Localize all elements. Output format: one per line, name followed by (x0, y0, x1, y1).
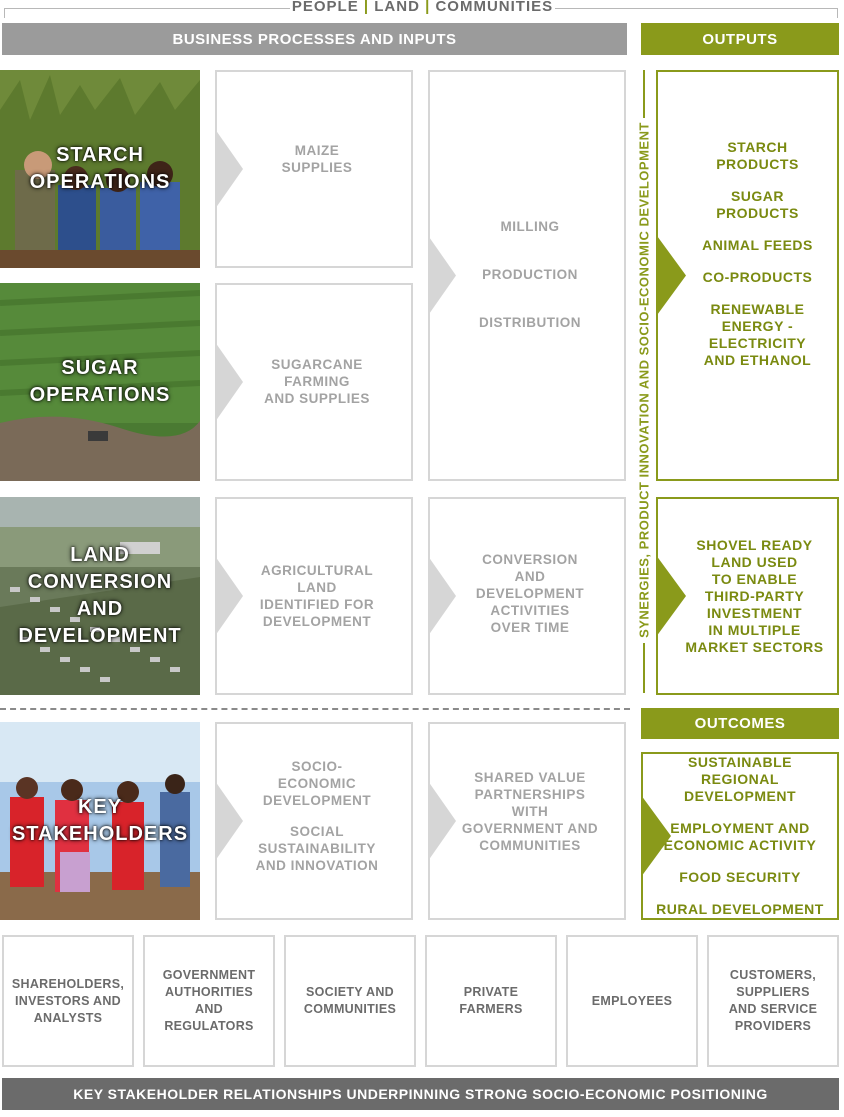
socio-line-3: SOCIAL (289, 824, 344, 839)
land-line-4: DEVELOPMENT (18, 625, 182, 647)
top-rule-right-tick (837, 8, 838, 18)
band-business-processes-label: BUSINESS PROCESSES AND INPUTS (172, 30, 457, 48)
sugar-line-2: OPERATIONS (29, 384, 171, 406)
conversion-line-2: AND (514, 568, 546, 584)
stakeholder-6-line-4: PROVIDERS (734, 1019, 812, 1033)
outcome-employment-1: EMPLOYMENT AND (670, 820, 810, 836)
land-line-1: LAND (70, 544, 130, 566)
socio-line-2: DEVELOPMENT (262, 793, 372, 808)
process-distribution: DISTRIBUTION (479, 314, 581, 330)
stakeholder-private-farmers (425, 935, 557, 1067)
stakeholders-line-1: KEY (77, 796, 123, 818)
photo-starch-operations (0, 70, 200, 268)
chevron-right-icon (215, 342, 243, 422)
photo-key-stakeholders (0, 722, 200, 920)
shared-line-1: SHARED VALUE (474, 769, 586, 785)
output-sugar-1: SUGAR (730, 187, 785, 204)
socio-line-5: AND INNOVATION (255, 858, 379, 873)
stakeholder-employees (566, 935, 698, 1067)
sugarcane-line-3: AND SUPPLIES (264, 391, 370, 406)
maize-line-1: MAIZE (294, 143, 340, 158)
stakeholders-line-2: STAKEHOLDERS (11, 823, 189, 845)
agri-line-3: IDENTIFIED FOR (259, 597, 375, 612)
synergies-label (634, 120, 654, 640)
shared-line-2: PARTNERSHIPS (474, 786, 586, 802)
title-separator: | (425, 0, 431, 15)
process-shared-value (428, 722, 626, 920)
conversion-line-3: DEVELOPMENT (475, 585, 585, 601)
outcome-employment-2: ECONOMIC ACTIVITY (663, 837, 817, 853)
footer-label: KEY STAKEHOLDER RELATIONSHIPS UNDERPINNING STRONG SOCIO-ECONOMIC POSITIONING (73, 1086, 768, 1102)
stakeholder-government (143, 935, 275, 1067)
shared-line-4: GOVERNMENT AND (461, 820, 599, 836)
input-agricultural-land (215, 497, 413, 695)
land-conversion-label (18, 542, 181, 650)
process-conversion-development (428, 497, 626, 695)
shared-line-5: COMMUNITIES (479, 837, 581, 853)
band-outcomes-label: OUTCOMES (694, 715, 786, 732)
stakeholder-3-line-2: COMMUNITIES (303, 1002, 397, 1016)
shovel-line-4: THIRD-PARTY (704, 587, 805, 604)
title-separator: | (363, 0, 370, 15)
stakeholder-6-line-2: SUPPLIERS (736, 985, 810, 999)
key-stakeholders-label (12, 794, 188, 848)
output-co-products: CO-PRODUCTS (702, 268, 813, 285)
section-divider (0, 708, 630, 710)
land-line-3: AND (76, 598, 124, 620)
photo-land-conversion (0, 497, 200, 695)
land-line-2: CONVERSION (27, 571, 173, 593)
output-renew-2: ENERGY - (721, 317, 794, 334)
band-outputs (641, 23, 839, 55)
input-socio-economic (215, 722, 413, 920)
outcome-regional-2: DEVELOPMENT (683, 788, 797, 804)
shovel-line-7: MARKET SECTORS (685, 638, 824, 655)
shovel-line-6: IN MULTIPLE (708, 621, 801, 638)
stakeholder-5-line-1: EMPLOYEES (591, 993, 673, 1008)
agri-line-1: AGRICULTURAL (260, 563, 374, 578)
output-renew-4: AND ETHANOL (703, 351, 812, 368)
band-business-processes (2, 23, 627, 55)
process-milling: MILLING (500, 218, 560, 234)
starch-operations-label (30, 142, 171, 196)
chevron-right-icon (215, 129, 243, 209)
stakeholder-3-line-1: SOCIETY AND (305, 985, 395, 999)
outcome-regional-1: SUSTAINABLE REGIONAL (687, 754, 793, 787)
stakeholder-1-line-1: SHAREHOLDERS, (11, 976, 125, 991)
conversion-line-4: ACTIVITIES (490, 602, 570, 618)
title-people: PEOPLE (291, 0, 359, 15)
shovel-line-3: TO ENABLE (711, 570, 798, 587)
top-rule-right (555, 8, 838, 9)
sugar-line-1: SUGAR (61, 357, 139, 379)
stakeholder-6-line-3: AND SERVICE (728, 1002, 818, 1016)
band-footer (2, 1078, 839, 1110)
output-starch-2: PRODUCTS (716, 155, 799, 172)
top-rule-left-tick (4, 8, 5, 18)
outcomes-box (641, 752, 839, 920)
stakeholder-1-line-2: INVESTORS AND (15, 993, 121, 1008)
shovel-line-2: LAND USED (711, 553, 798, 570)
output-sugar-2: PRODUCTS (716, 204, 799, 221)
shared-line-3: WITH (511, 803, 549, 819)
sugarcane-line-1: SUGARCANE (271, 357, 363, 372)
stakeholder-2-line-1: GOVERNMENT (162, 968, 256, 982)
conversion-line-1: CONVERSION (482, 551, 578, 567)
outcome-rural-development: RURAL DEVELOPMENT (656, 901, 824, 917)
stakeholder-customers (707, 935, 839, 1067)
agri-line-4: DEVELOPMENT (262, 614, 372, 629)
top-rule-left (4, 8, 290, 9)
shovel-line-5: INVESTMENT (706, 604, 803, 621)
photo-sugar-operations (0, 283, 200, 481)
stakeholder-4-line-1: PRIVATE (463, 985, 519, 999)
stakeholder-society (284, 935, 416, 1067)
sugar-operations-label (30, 355, 171, 409)
agri-line-2: LAND (297, 580, 337, 595)
starch-line-1: STARCH (56, 144, 144, 166)
stakeholder-4-line-2: FARMERS (459, 1002, 523, 1016)
outcome-food-security: FOOD SECURITY (679, 869, 801, 885)
top-title (290, 0, 555, 15)
socio-line-4: SUSTAINABILITY (258, 841, 376, 856)
input-maize-supplies (215, 70, 413, 268)
maize-line-2: SUPPLIES (281, 160, 353, 175)
stakeholder-2-line-2: AUTHORITIES AND (164, 985, 254, 1016)
shovel-line-1: SHOVEL READY (696, 536, 813, 553)
socio-line-1: SOCIO-ECONOMIC (277, 759, 357, 791)
sugarcane-line-2: FARMING (284, 374, 350, 389)
output-starch-1: STARCH (727, 138, 788, 155)
synergies-rule-bottom (643, 643, 645, 693)
process-production: PRODUCTION (482, 266, 578, 282)
outputs-products-box (656, 70, 839, 481)
title-communities: COMMUNITIES (435, 0, 554, 15)
starch-line-2: OPERATIONS (29, 171, 171, 193)
stakeholder-shareholders (2, 935, 134, 1067)
title-land: LAND (374, 0, 420, 15)
stakeholder-6-line-1: CUSTOMERS, (729, 968, 817, 982)
input-sugarcane-farming (215, 283, 413, 481)
process-milling-production-distribution (428, 70, 626, 481)
synergies-rule-top (643, 70, 645, 118)
output-renew-1: RENEWABLE (710, 300, 805, 317)
stakeholder-2-line-3: REGULATORS (164, 1019, 254, 1033)
band-outcomes (641, 708, 839, 739)
synergies-text: SYNERGIES, PRODUCT INNOVATION AND SOCIO-ECONOMIC DEVELOPMENT (636, 122, 652, 638)
band-outputs-label: OUTPUTS (702, 30, 778, 48)
output-animal-feeds: ANIMAL FEEDS (702, 236, 813, 253)
output-renew-3: ELECTRICITY (708, 334, 807, 351)
conversion-line-5: OVER TIME (490, 619, 570, 635)
outputs-shovel-ready-box (656, 497, 839, 695)
stakeholder-1-line-3: ANALYSTS (33, 1010, 103, 1025)
